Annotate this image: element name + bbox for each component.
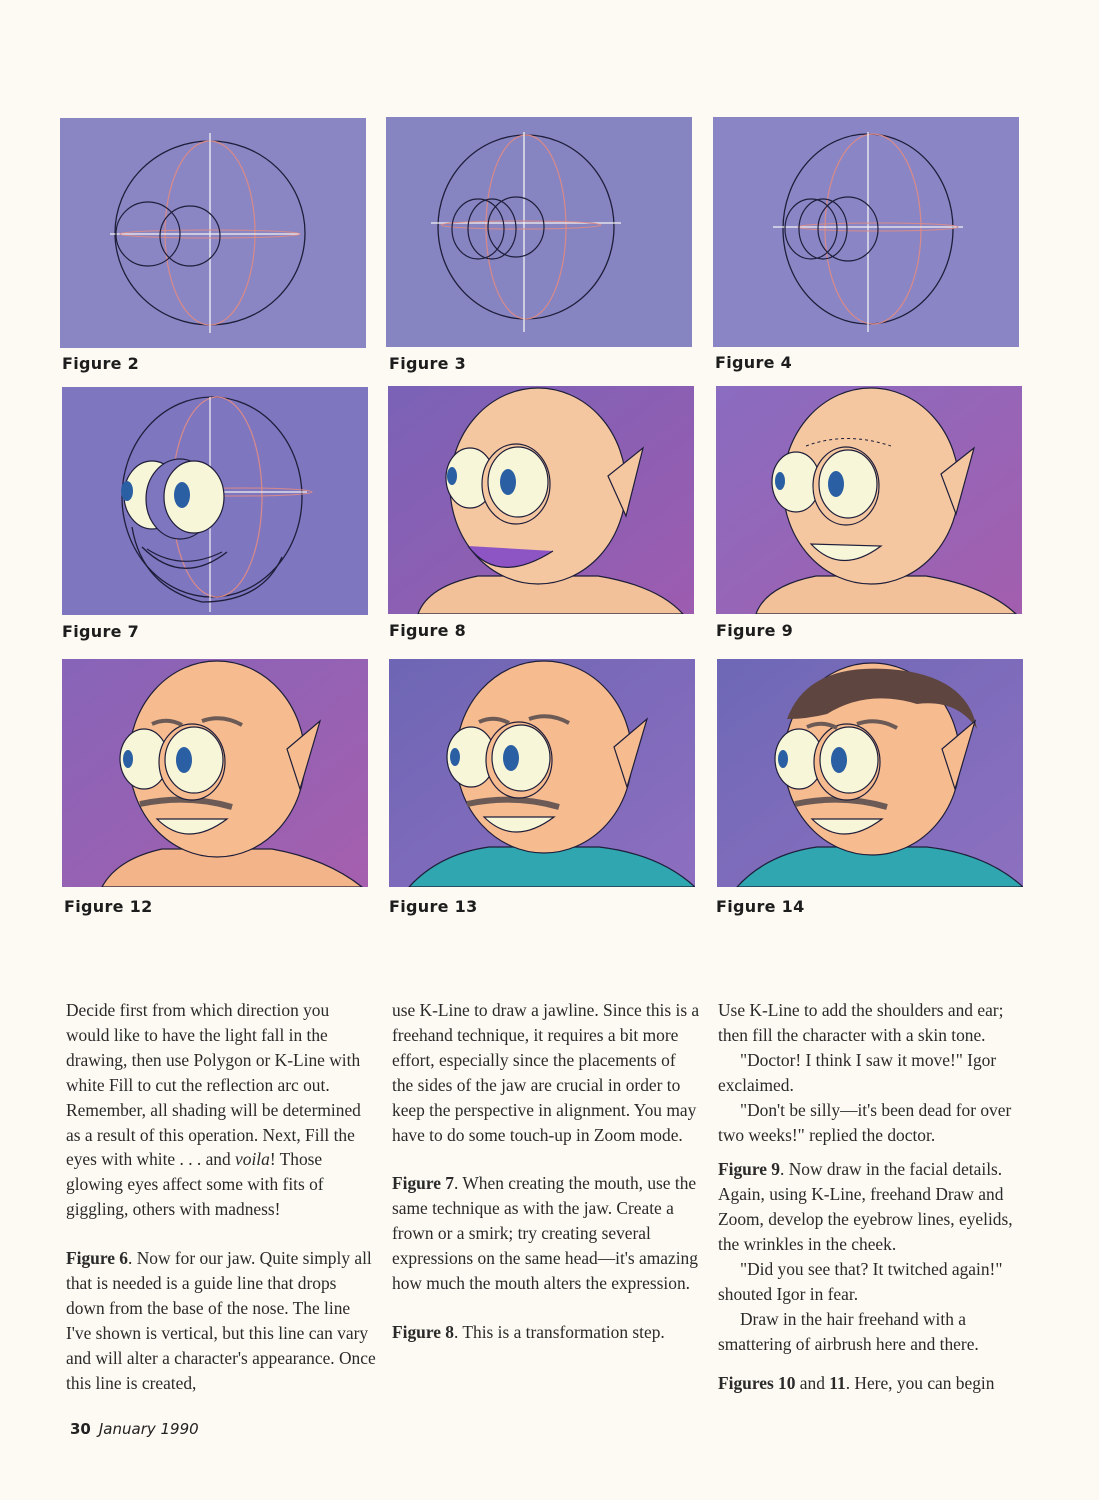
column-1-paragraph-2: Figure 6. Now for our jaw. Quite simply all that is needed is a guide line that drops down from the base of the nose. The line I've shown is vertical, but this line can vary and will alter a character's appearance. Once this line is created, <box>66 1248 376 1393</box>
figure-8-reference: Figure 8 <box>392 1321 454 1342</box>
figure-9-caption: Figure 9 <box>716 621 794 640</box>
figure-11-reference: 11 <box>829 1372 846 1393</box>
figure-2-caption: Figure 2 <box>62 354 140 373</box>
figure-7-caption: Figure 7 <box>62 622 140 641</box>
figure-3-image <box>386 117 692 347</box>
page-footer <box>70 1420 199 1438</box>
figure-12-image <box>62 659 368 887</box>
figure-7-reference: Figure 7 <box>392 1173 454 1194</box>
figure-13-image <box>389 659 695 887</box>
figure-9-reference: Figure 9 <box>718 1159 780 1180</box>
column-3-paragraph-2: "Doctor! I think I saw it move!" Igor exclaimed. <box>718 1049 997 1095</box>
column-2-paragraph-1: use K-Line to draw a jawline. Since this is a freehand technique, it requires a bit more effort, especially since the placements of the sides of the jaw are crucial in order to keep the perspective in alignment. You may have to do some touch-up in Zoom mode. <box>392 1000 700 1145</box>
column-3-paragraph-7: Figures 10 and 11. Here, you can begin <box>718 1372 995 1393</box>
figure-8-image <box>388 386 694 614</box>
figure-4-image <box>713 117 1019 347</box>
figure-14-image <box>717 659 1023 887</box>
figure-6-reference: Figure 6 <box>66 1248 128 1269</box>
figure-3-caption: Figure 3 <box>389 354 467 373</box>
column-3-paragraph-4: Figure 9. Now draw in the facial details. Again, using K-Line, freehand Draw and Zoom, develop the eyebrow lines, eyelids, the wrinkles in the cheek. <box>718 1159 1013 1255</box>
column-2-paragraph-3: Figure 8. This is a transformation step. <box>392 1321 665 1342</box>
figure-7-image <box>62 387 368 615</box>
figure-4-caption: Figure 4 <box>715 353 793 372</box>
figure-14-caption: Figure 14 <box>716 897 805 916</box>
column-1-paragraph-1: Decide first from which direction you would like to have the light fall in the drawing, then use Polygon or K-Line with white Fill to cut the reflection arc out. Remember, all shading will be determined as a result of this operation. Next, Fill the eyes with white . . . and voila! Those glowing eyes affect some with fits of giggling, others with madness! <box>66 1000 361 1220</box>
page-number: 30 <box>70 1420 91 1438</box>
column-3-paragraph-3: "Don't be silly—it's been dead for over two weeks!" replied the doctor. <box>718 1099 1012 1145</box>
column-2-paragraph-2: Figure 7. When creating the mouth, use the same technique as with the jaw. Create a frown or a smirk; try creating several expressions on the same head—it's amazing how much the mouth alters the expression. <box>392 1173 698 1294</box>
figure-8-caption: Figure 8 <box>389 621 467 640</box>
text-column-3 <box>718 998 1030 1396</box>
figure-2-image <box>60 118 366 348</box>
column-3-paragraph-6: Draw in the hair freehand with a smattering of airbrush here and there. <box>718 1308 979 1354</box>
column-3-paragraph-5: "Did you see that? It twitched again!" shouted Igor in fear. <box>718 1259 1003 1304</box>
figure-9-image <box>716 386 1022 614</box>
issue-date: January 1990 <box>98 1420 199 1438</box>
figure-13-caption: Figure 13 <box>389 897 478 916</box>
text-column-2 <box>392 998 700 1345</box>
figure-12-caption: Figure 12 <box>64 897 153 916</box>
column-3-paragraph-1: Use K-Line to add the shoulders and ear; then fill the character with a skin tone. <box>718 1000 1004 1045</box>
text-column-1 <box>66 998 376 1396</box>
figures-10-reference: Figures 10 <box>718 1372 796 1393</box>
